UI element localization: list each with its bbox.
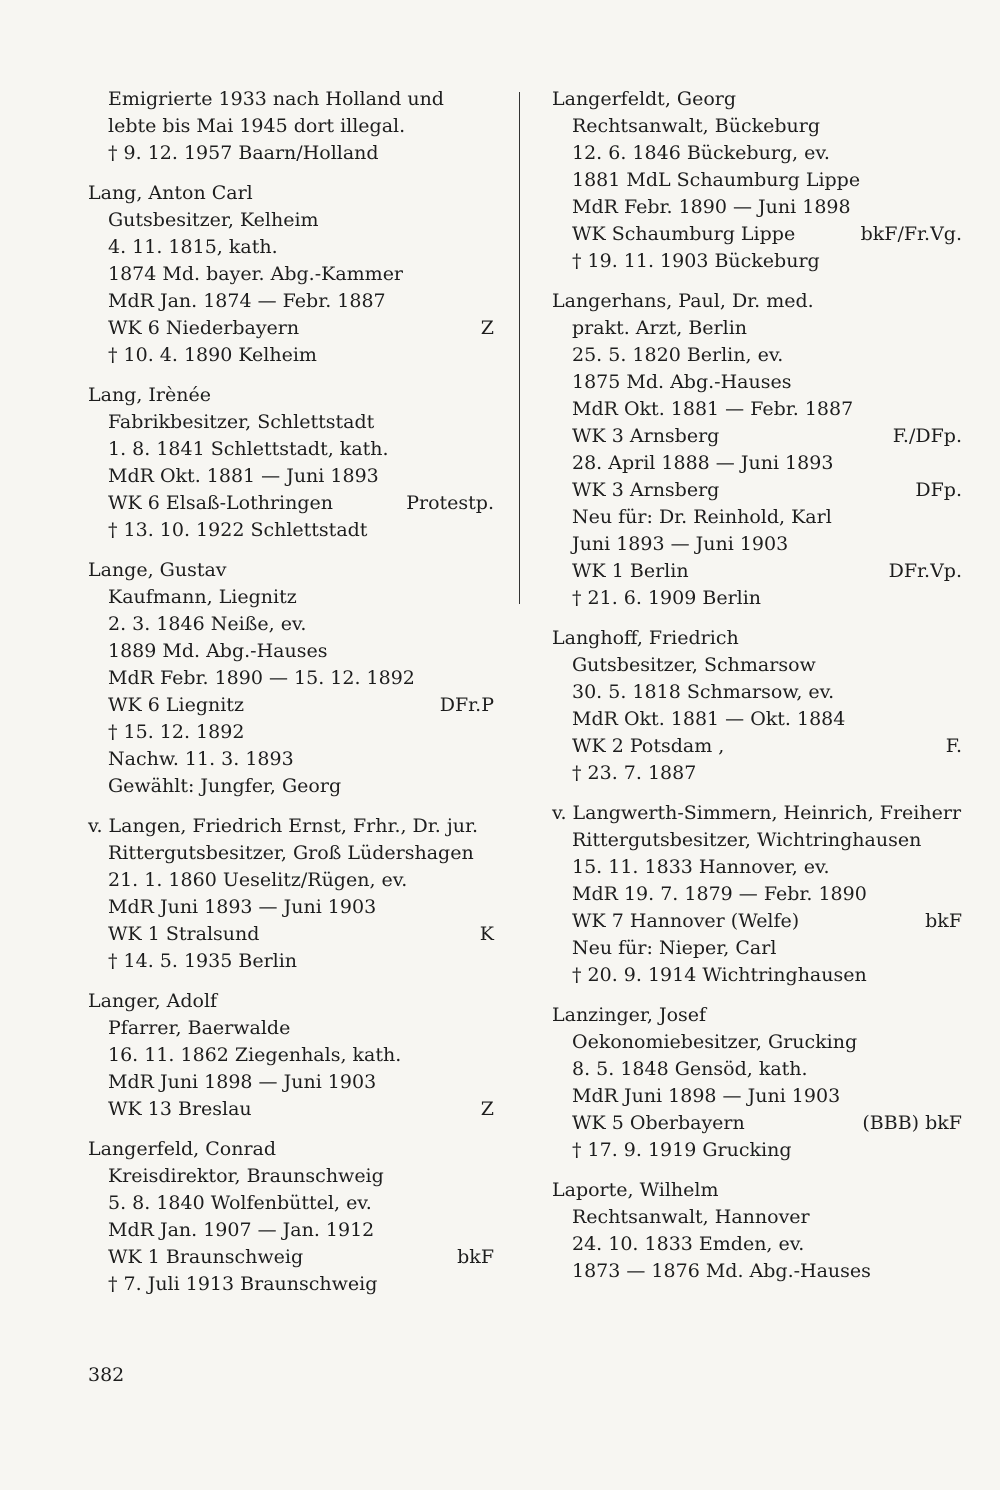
entry-line bbox=[88, 409, 494, 436]
entry-name bbox=[88, 180, 494, 207]
line-text: Gutsbesitzer, Schmarsow bbox=[572, 654, 816, 676]
party-tag: K bbox=[479, 923, 494, 945]
entry-line bbox=[552, 531, 962, 558]
entry-name bbox=[552, 800, 962, 827]
entry-name bbox=[88, 1136, 494, 1163]
entry-line bbox=[552, 221, 962, 248]
party-tag: DFr.P bbox=[439, 694, 494, 716]
entry-line bbox=[88, 1244, 494, 1271]
line-text: 12. 6. 1846 Bückeburg, ev. bbox=[572, 142, 830, 164]
entry-line bbox=[552, 585, 962, 612]
biography-entry bbox=[552, 288, 962, 612]
entry-line bbox=[88, 746, 494, 773]
line-text: Rittergutsbesitzer, Groß Lüdershagen bbox=[108, 842, 474, 864]
entry-line bbox=[552, 908, 962, 935]
line-text: 21. 1. 1860 Ueselitz/Rügen, ev. bbox=[108, 869, 408, 891]
entry-line bbox=[88, 1190, 494, 1217]
entry-line bbox=[552, 194, 962, 221]
line-text: WK 3 Arnsberg bbox=[572, 425, 720, 447]
right-column bbox=[552, 86, 962, 1298]
line-text: MdR Juni 1898 — Juni 1903 bbox=[572, 1085, 841, 1107]
line-text: 28. April 1888 — Juni 1893 bbox=[572, 452, 834, 474]
party-tag: DFr.Vp. bbox=[888, 560, 962, 582]
entry-line bbox=[552, 558, 962, 585]
line-text: Langerfeldt, Georg bbox=[552, 88, 737, 110]
line-text: 15. 11. 1833 Hannover, ev. bbox=[572, 856, 830, 878]
party-tag: F./DFp. bbox=[892, 425, 962, 447]
biography-entry bbox=[88, 86, 494, 167]
party-tag: Z bbox=[480, 317, 494, 339]
line-text: Langerfeld, Conrad bbox=[88, 1138, 277, 1160]
biography-entry bbox=[88, 813, 494, 975]
entry-line bbox=[552, 1204, 962, 1231]
entry-line bbox=[88, 584, 494, 611]
biography-entry bbox=[552, 1177, 962, 1285]
line-text: Emigrierte 1933 nach Holland und bbox=[108, 88, 444, 110]
entry-line bbox=[88, 840, 494, 867]
page-number: 382 bbox=[88, 1364, 125, 1386]
entry-line bbox=[552, 369, 962, 396]
entry-line bbox=[552, 1083, 962, 1110]
line-text: 1875 Md. Abg.-Hauses bbox=[572, 371, 792, 393]
party-tag: bkF/Fr.Vg. bbox=[860, 223, 962, 245]
line-text: † 7. Juli 1913 Braunschweig bbox=[108, 1273, 378, 1295]
biography-entry bbox=[88, 1136, 494, 1298]
entry-name bbox=[88, 988, 494, 1015]
entry-line bbox=[88, 517, 494, 544]
line-text: † 13. 10. 1922 Schlettstadt bbox=[108, 519, 368, 541]
party-tag: DFp. bbox=[915, 479, 962, 501]
entry-line bbox=[88, 638, 494, 665]
line-text: MdR Febr. 1890 — Juni 1898 bbox=[572, 196, 851, 218]
entry-line bbox=[88, 86, 494, 113]
entry-line bbox=[88, 207, 494, 234]
biography-entry bbox=[552, 1002, 962, 1164]
biography-entry bbox=[88, 557, 494, 800]
entry-line bbox=[552, 167, 962, 194]
line-text: WK 1 Braunschweig bbox=[108, 1246, 304, 1268]
entry-line bbox=[552, 679, 962, 706]
line-text: † 15. 12. 1892 bbox=[108, 721, 245, 743]
entry-name bbox=[552, 1177, 962, 1204]
line-text: prakt. Arzt, Berlin bbox=[572, 317, 748, 339]
biography-entry bbox=[88, 988, 494, 1123]
line-text: 2. 3. 1846 Neiße, ev. bbox=[108, 613, 307, 635]
entry-line bbox=[552, 1258, 962, 1285]
entry-line bbox=[552, 315, 962, 342]
entry-line bbox=[552, 652, 962, 679]
entry-line bbox=[88, 490, 494, 517]
line-text: † 21. 6. 1909 Berlin bbox=[572, 587, 762, 609]
line-text: 24. 10. 1833 Emden, ev. bbox=[572, 1233, 805, 1255]
column-divider bbox=[519, 92, 520, 604]
entry-line bbox=[88, 773, 494, 800]
line-text: Lanzinger, Josef bbox=[552, 1004, 707, 1026]
line-text: Nachw. 11. 3. 1893 bbox=[108, 748, 294, 770]
entry-line bbox=[88, 1042, 494, 1069]
line-text: Neu für: Dr. Reinhold, Karl bbox=[572, 506, 832, 528]
line-text: Rechtsanwalt, Hannover bbox=[572, 1206, 810, 1228]
line-text: v. Langen, Friedrich Ernst, Frhr., Dr. jur. bbox=[88, 815, 479, 837]
entry-line bbox=[88, 1015, 494, 1042]
entry-line bbox=[88, 719, 494, 746]
entry-name bbox=[552, 625, 962, 652]
line-text: MdR Juni 1893 — Juni 1903 bbox=[108, 896, 377, 918]
party-tag: Protestp. bbox=[406, 492, 494, 514]
line-text: Lange, Gustav bbox=[88, 559, 227, 581]
entry-line bbox=[552, 113, 962, 140]
entry-line bbox=[88, 234, 494, 261]
entry-line bbox=[552, 1056, 962, 1083]
line-text: WK 6 Niederbayern bbox=[108, 317, 300, 339]
entry-line bbox=[552, 396, 962, 423]
line-text: WK 7 Hannover (Welfe) bbox=[572, 910, 800, 932]
line-text: † 10. 4. 1890 Kelheim bbox=[108, 344, 317, 366]
entry-line bbox=[552, 1137, 962, 1164]
entry-line bbox=[88, 894, 494, 921]
line-text: Pfarrer, Baerwalde bbox=[108, 1017, 291, 1039]
line-text: Kreisdirektor, Braunschweig bbox=[108, 1165, 384, 1187]
entry-line bbox=[552, 881, 962, 908]
line-text: WK 1 Stralsund bbox=[108, 923, 260, 945]
line-text: MdR 19. 7. 1879 — Febr. 1890 bbox=[572, 883, 867, 905]
entry-line bbox=[88, 1163, 494, 1190]
line-text: † 23. 7. 1887 bbox=[572, 762, 697, 784]
line-text: Lang, Irènée bbox=[88, 384, 211, 406]
entry-name bbox=[88, 557, 494, 584]
line-text: MdR Okt. 1881 — Febr. 1887 bbox=[572, 398, 854, 420]
party-tag: (BBB) bkF bbox=[862, 1112, 962, 1134]
line-text: 1873 — 1876 Md. Abg.-Hauses bbox=[572, 1260, 871, 1282]
line-text: Rechtsanwalt, Bückeburg bbox=[572, 115, 821, 137]
line-text: † 14. 5. 1935 Berlin bbox=[108, 950, 298, 972]
line-text: MdR Okt. 1881 — Juni 1893 bbox=[108, 465, 379, 487]
entry-name bbox=[552, 288, 962, 315]
line-text: Langerhans, Paul, Dr. med. bbox=[552, 290, 814, 312]
party-tag: F. bbox=[945, 735, 962, 757]
line-text: 1889 Md. Abg.-Hauses bbox=[108, 640, 328, 662]
biography-entry bbox=[88, 382, 494, 544]
line-text: Rittergutsbesitzer, Wichtringhausen bbox=[572, 829, 922, 851]
line-text: Gewählt: Jungfer, Georg bbox=[108, 775, 342, 797]
entry-line bbox=[552, 935, 962, 962]
line-text: MdR Jan. 1874 — Febr. 1887 bbox=[108, 290, 386, 312]
line-text: † 17. 9. 1919 Grucking bbox=[572, 1139, 792, 1161]
line-text: lebte bis Mai 1945 dort illegal. bbox=[108, 115, 406, 137]
line-text: MdR Okt. 1881 — Okt. 1884 bbox=[572, 708, 846, 730]
party-tag: bkF bbox=[925, 910, 962, 932]
line-text: WK 6 Elsaß-Lothringen bbox=[108, 492, 333, 514]
line-text: MdR Jan. 1907 — Jan. 1912 bbox=[108, 1219, 375, 1241]
entry-name bbox=[88, 382, 494, 409]
line-text: Kaufmann, Liegnitz bbox=[108, 586, 297, 608]
line-text: WK 6 Liegnitz bbox=[108, 694, 244, 716]
biography-entry bbox=[552, 625, 962, 787]
line-text: 16. 11. 1862 Ziegenhals, kath. bbox=[108, 1044, 402, 1066]
entry-line bbox=[552, 706, 962, 733]
entry-line bbox=[88, 315, 494, 342]
line-text: WK 5 Oberbayern bbox=[572, 1112, 745, 1134]
line-text: Langhoff, Friedrich bbox=[552, 627, 739, 649]
party-tag: bkF bbox=[457, 1246, 494, 1268]
entry-line bbox=[88, 436, 494, 463]
entry-line bbox=[552, 1029, 962, 1056]
line-text: Fabrikbesitzer, Schlettstadt bbox=[108, 411, 375, 433]
entry-line bbox=[88, 140, 494, 167]
entry-line bbox=[88, 921, 494, 948]
entry-line bbox=[552, 342, 962, 369]
entry-line bbox=[552, 1231, 962, 1258]
biography-entry bbox=[552, 86, 962, 275]
line-text: Lang, Anton Carl bbox=[88, 182, 253, 204]
line-text: WK 2 Potsdam , bbox=[572, 735, 725, 757]
line-text: MdR Juni 1898 — Juni 1903 bbox=[108, 1071, 377, 1093]
line-text: WK Schaumburg Lippe bbox=[572, 223, 796, 245]
entry-line bbox=[88, 1069, 494, 1096]
line-text: WK 1 Berlin bbox=[572, 560, 689, 582]
entry-line bbox=[88, 1217, 494, 1244]
line-text: MdR Febr. 1890 — 15. 12. 1892 bbox=[108, 667, 415, 689]
entry-line bbox=[552, 854, 962, 881]
entry-line bbox=[552, 504, 962, 531]
entry-line bbox=[88, 611, 494, 638]
party-tag: Z bbox=[480, 1098, 494, 1120]
entry-line bbox=[88, 261, 494, 288]
entry-line bbox=[88, 463, 494, 490]
entry-line bbox=[552, 477, 962, 504]
entry-line bbox=[88, 665, 494, 692]
entry-line bbox=[88, 342, 494, 369]
entry-line bbox=[552, 1110, 962, 1137]
entry-line bbox=[88, 1271, 494, 1298]
entry-line bbox=[552, 140, 962, 167]
entry-line bbox=[88, 288, 494, 315]
line-text: 1881 MdL Schaumburg Lippe bbox=[572, 169, 861, 191]
biography-entry bbox=[552, 800, 962, 989]
left-column bbox=[88, 86, 494, 1311]
entry-line bbox=[88, 867, 494, 894]
line-text: Laporte, Wilhelm bbox=[552, 1179, 719, 1201]
line-text: 30. 5. 1818 Schmarsow, ev. bbox=[572, 681, 835, 703]
biography-entry bbox=[88, 180, 494, 369]
line-text: Langer, Adolf bbox=[88, 990, 218, 1012]
entry-line bbox=[88, 692, 494, 719]
line-text: 1874 Md. bayer. Abg.-Kammer bbox=[108, 263, 404, 285]
line-text: † 9. 12. 1957 Baarn/Holland bbox=[108, 142, 379, 164]
line-text: v. Langwerth-Simmern, Heinrich, Freiherr bbox=[552, 802, 962, 824]
entry-line bbox=[552, 760, 962, 787]
line-text: 5. 8. 1840 Wolfenbüttel, ev. bbox=[108, 1192, 372, 1214]
entry-line bbox=[552, 733, 962, 760]
line-text: Oekonomiebesitzer, Grucking bbox=[572, 1031, 858, 1053]
line-text: 1. 8. 1841 Schlettstadt, kath. bbox=[108, 438, 389, 460]
line-text: Juni 1893 — Juni 1903 bbox=[572, 533, 789, 555]
entry-name bbox=[552, 1002, 962, 1029]
entry-line bbox=[552, 827, 962, 854]
line-text: WK 3 Arnsberg bbox=[572, 479, 720, 501]
line-text: † 19. 11. 1903 Bückeburg bbox=[572, 250, 820, 272]
entry-line bbox=[88, 1096, 494, 1123]
line-text: 8. 5. 1848 Gensöd, kath. bbox=[572, 1058, 808, 1080]
entry-line bbox=[552, 450, 962, 477]
line-text: † 20. 9. 1914 Wichtringhausen bbox=[572, 964, 867, 986]
entry-line bbox=[88, 113, 494, 140]
line-text: 4. 11. 1815, kath. bbox=[108, 236, 278, 258]
line-text: Gutsbesitzer, Kelheim bbox=[108, 209, 319, 231]
line-text: WK 13 Breslau bbox=[108, 1098, 252, 1120]
entry-line bbox=[552, 423, 962, 450]
entry-line bbox=[88, 948, 494, 975]
line-text: 25. 5. 1820 Berlin, ev. bbox=[572, 344, 784, 366]
entry-line bbox=[552, 962, 962, 989]
entry-line bbox=[552, 248, 962, 275]
line-text: Neu für: Nieper, Carl bbox=[572, 937, 777, 959]
entry-name bbox=[552, 86, 962, 113]
entry-name bbox=[88, 813, 494, 840]
